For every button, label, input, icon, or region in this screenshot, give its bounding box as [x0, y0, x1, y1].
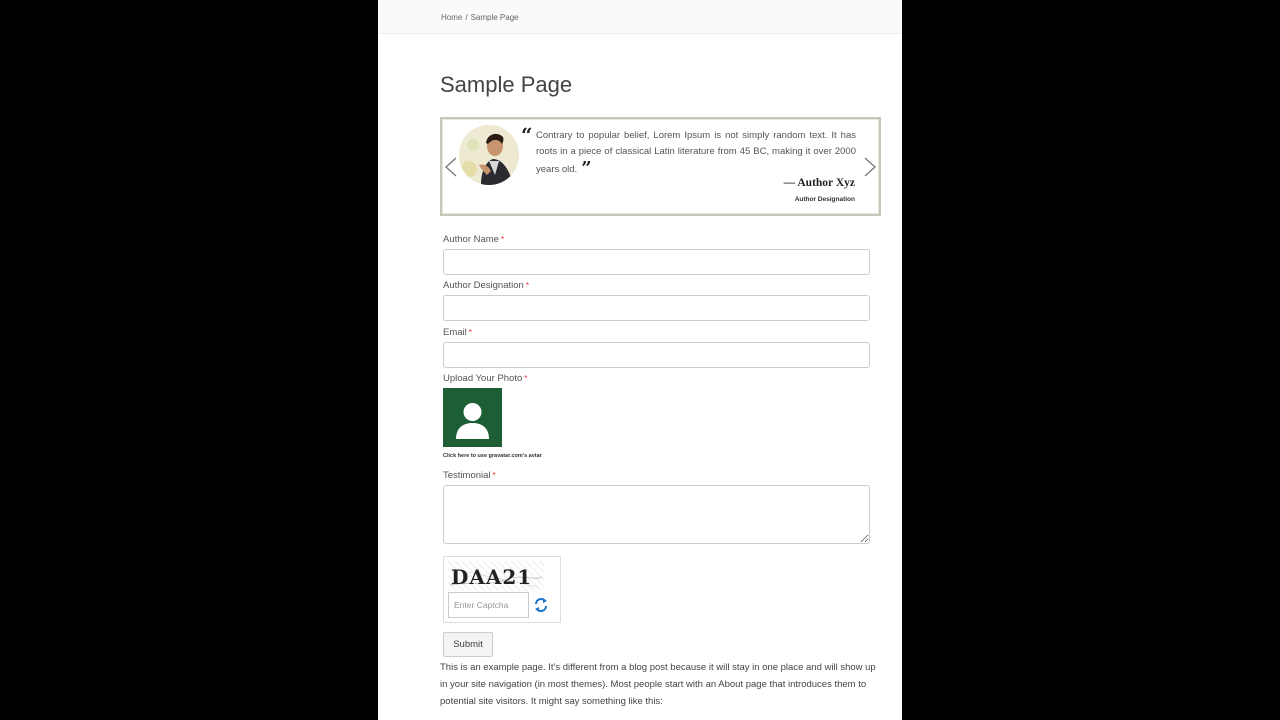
upload-photo-label — [443, 373, 527, 384]
breadcrumb-current: Sample Page — [470, 13, 519, 22]
breadcrumb-bar — [378, 0, 902, 34]
quote-close-icon: ” — [581, 158, 592, 179]
captcha-image — [448, 561, 544, 591]
required-marker: * — [524, 374, 528, 383]
upload-photo-button[interactable] — [443, 388, 502, 447]
testimonial-author: — Author Xyz — [783, 177, 855, 189]
breadcrumb — [441, 13, 519, 22]
author-avatar — [459, 125, 519, 185]
email-label-text: Email — [443, 327, 467, 338]
required-marker: * — [525, 281, 529, 290]
author-name-input[interactable] — [443, 249, 870, 275]
testimonial-designation: Author Designation — [794, 196, 855, 203]
author-name-label — [443, 234, 504, 245]
testimonial-textarea[interactable] — [443, 485, 870, 544]
gravatar-link[interactable]: Click here to use gravatar.com's avtar — [443, 453, 542, 459]
required-marker: * — [492, 471, 496, 480]
chevron-right-icon[interactable] — [863, 157, 877, 177]
testimonial-quote — [536, 128, 856, 178]
author-designation-label — [443, 280, 529, 291]
breadcrumb-home-link[interactable]: Home — [441, 13, 463, 22]
author-designation-label-text: Author Designation — [443, 280, 524, 291]
required-marker: * — [500, 235, 505, 244]
upload-photo-label-text: Upload Your Photo — [443, 373, 523, 384]
breadcrumb-separator: / — [465, 13, 468, 22]
quote-open-icon: “ — [521, 123, 533, 147]
required-marker: * — [468, 328, 472, 337]
email-input[interactable] — [443, 342, 870, 368]
testimonial-slider — [440, 117, 881, 216]
captcha-code: DAA21 — [451, 565, 533, 589]
testimonial-label — [443, 470, 496, 481]
chevron-left-icon[interactable] — [444, 157, 458, 177]
user-placeholder-icon — [443, 388, 502, 447]
captcha-input[interactable] — [448, 592, 529, 618]
email-label — [443, 327, 472, 338]
testimonial-text: Contrary to popular belief, Lorem Ipsum is not simply random text. It has roots in a piece of classical Latin literature from 45 BC, making it over 2000 years old. — [536, 130, 856, 175]
refresh-icon[interactable] — [534, 597, 548, 613]
testimonial-label-text: Testimonial — [443, 470, 491, 481]
captcha-box — [443, 556, 561, 623]
submit-button[interactable]: Submit — [443, 632, 493, 657]
page-title: Sample Page — [440, 72, 573, 97]
page-content — [378, 0, 902, 720]
author-name-label-text: Author Name — [443, 234, 499, 245]
page-intro-text: This is an example page. It's different from a blog post because it will stay in one place and will show up in your site navigation (in most themes). Most people start with an About page that introduces them to potential site visitors. It might say something like this: — [440, 662, 876, 707]
author-designation-input[interactable] — [443, 295, 870, 321]
